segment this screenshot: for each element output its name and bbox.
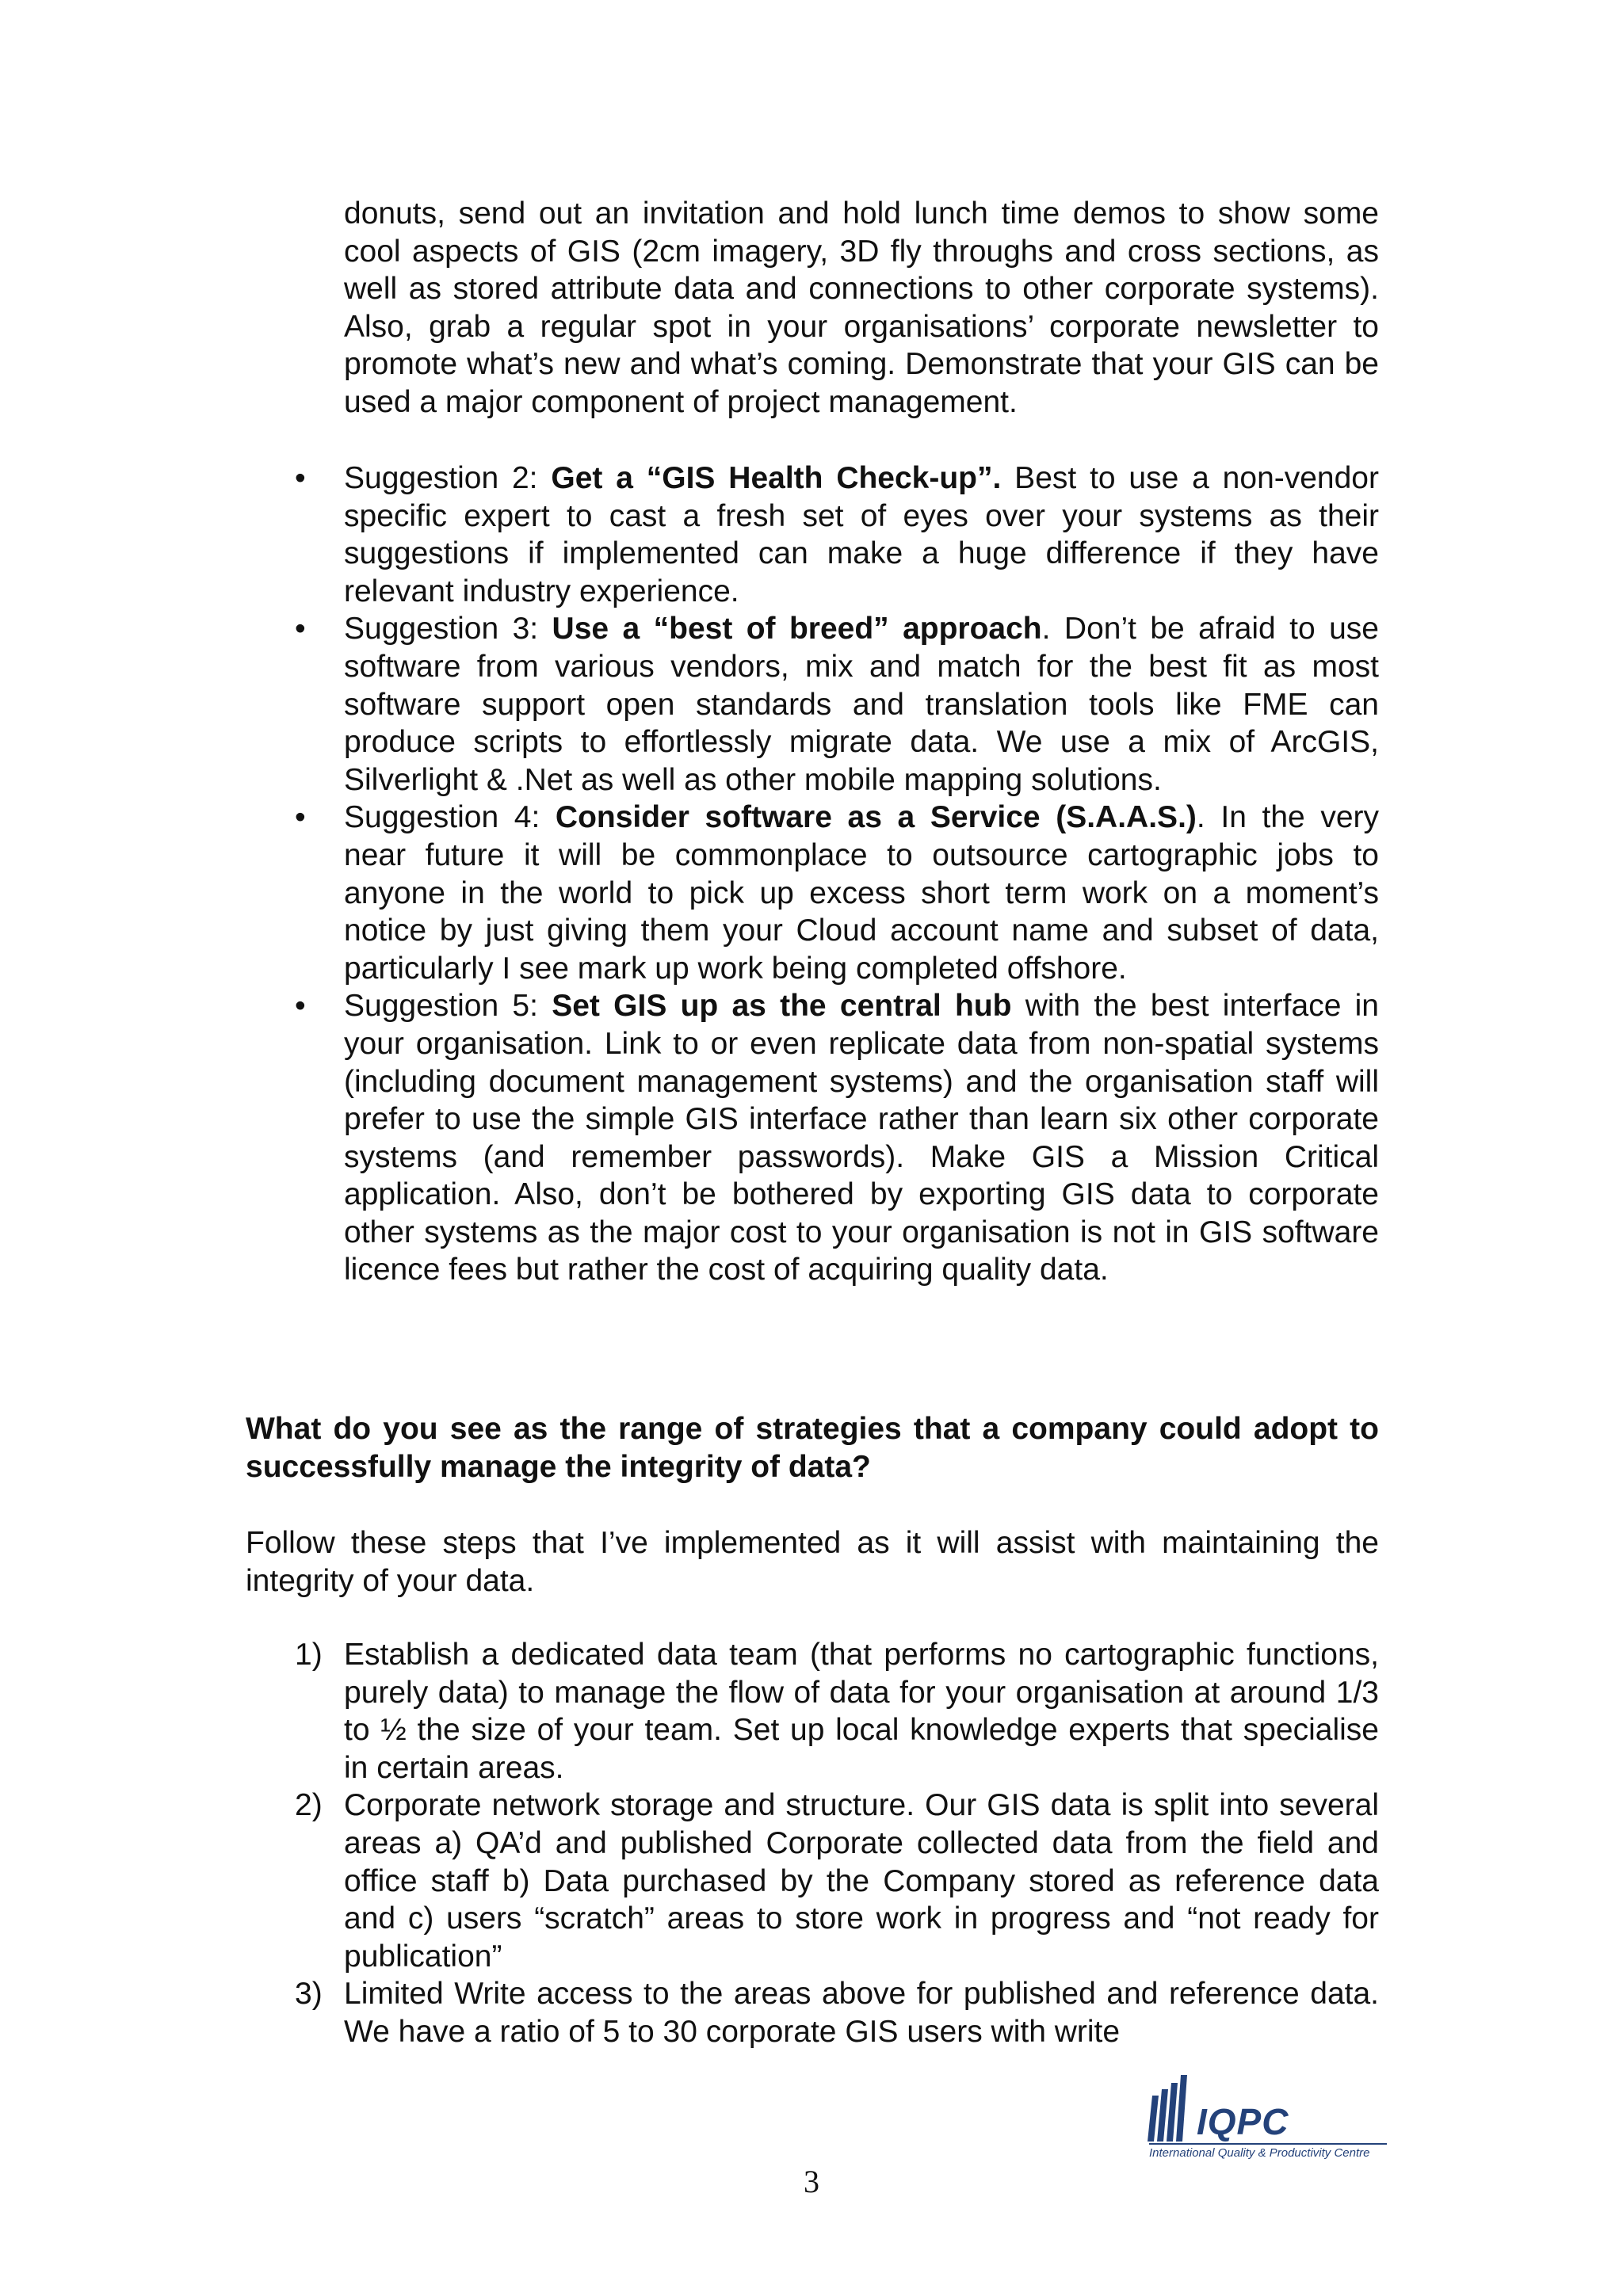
bullet-marker: •	[295, 989, 306, 1024]
continued-paragraph: donuts, send out an invitation and hold lunch time demos to show some cool aspects of GIS (2cm imagery, 3D fly throughs and cross sections, as well as stored attribute data and connections to other corporate systems). Also, grab a regular spot in your organisations’ corporate newsletter to promote what’s new and what’s coming. Demonstrate that your GIS can be used a major component of project management.	[344, 196, 1379, 419]
step-text: Corporate network storage and structure. Our GIS data is split into several areas a) QA’d and published Corporate collected data from the field and office staff b) Data purchased by the Company stored as reference data and c) users “scratch” areas to store work in progress and “not ready for publication”	[344, 1788, 1379, 1974]
suggestion-prefix: Suggestion 4:	[344, 800, 556, 835]
list-item	[295, 1787, 1379, 1975]
suggestion-title: Consider software as a Service (S.A.A.S.)	[555, 800, 1197, 835]
section-question-heading: What do you see as the range of strategies that a company could adopt to successfully manage the integrity of data?	[246, 1412, 1379, 1484]
list-item	[295, 1975, 1379, 2050]
iqpc-logo	[1141, 2072, 1395, 2167]
list-item	[295, 799, 1379, 987]
list-item	[295, 1636, 1379, 1787]
bullet-marker: •	[295, 612, 306, 646]
bullet-marker: •	[295, 800, 306, 835]
page-number: 3	[804, 2164, 819, 2199]
suggestion-title: Set GIS up as the central hub	[552, 989, 1012, 1024]
suggestion-title: Get a “GIS Health Check-up”.	[551, 461, 1002, 495]
suggestion-prefix: Suggestion 5:	[344, 989, 552, 1024]
step-number: 1)	[295, 1638, 323, 1672]
logo-wordmark: IQPC	[1197, 2101, 1289, 2142]
list-item	[295, 987, 1379, 1289]
suggestion-list	[295, 460, 1379, 1289]
steps-list	[295, 1636, 1379, 2051]
suggestion-title: Use a “best of breed” approach	[552, 612, 1042, 646]
logo-tagline: International Quality & Productivity Centre	[1149, 2146, 1370, 2160]
step-text: Limited Write access to the areas above for published and reference data. We have a ratio of 5 to 30 corporate GIS users with write	[344, 1977, 1379, 2049]
list-item	[295, 610, 1379, 799]
step-text: Establish a dedicated data team (that performs no cartographic functions, purely data) to manage the flow of data for your organisation at around 1/3 to ½ the size of your team. Set up local knowledge experts that specialise in certain areas.	[344, 1638, 1379, 1785]
intro-paragraph: Follow these steps that I’ve implemented as it will assist with maintaining the integrity of your data.	[246, 1526, 1379, 1598]
bullet-marker: •	[295, 461, 306, 495]
logo-divider	[1149, 2143, 1387, 2145]
suggestion-body: with the best interface in your organisation. Link to or even replicate data from non-spatial systems (including document management systems) and the organisation staff will prefer to use the simple GIS interface rather than learn six other corporate systems (and remember passwords). Make GIS a Mission Critical application. Also, don’t be bothered by exporting GIS data to corporate other systems as the major cost to your organisation is not in GIS software licence fees but rather the cost of acquiring quality data.	[344, 989, 1379, 1287]
suggestion-body: . Don’t be afraid to use software from various vendors, mix and match for the best fit as most software support open standards and translation tools like FME can produce scripts to effortlessly migrate data. We use a mix of ArcGIS, Silverlight & .Net as well as other mobile mapping solutions.	[344, 612, 1379, 797]
suggestion-prefix: Suggestion 3:	[344, 612, 552, 646]
list-item	[295, 460, 1379, 610]
logo-bars-icon	[1141, 2072, 1197, 2143]
suggestion-prefix: Suggestion 2:	[344, 461, 552, 495]
suggestion-body: . In the very near future it will be commonplace to outsource cartographic jobs to anyone in the world to pick up excess short term work on a moment’s notice by just giving them your Cloud account name and subset of data, particularly I see mark up work being completed offshore.	[344, 800, 1379, 986]
step-number: 3)	[295, 1977, 323, 2012]
step-number: 2)	[295, 1788, 323, 1823]
suggestion-body: Best to use a non-vendor specific expert to cast a fresh set of eyes over your systems as their suggestions if implemented can make a huge difference if they have relevant industry experience.	[344, 461, 1379, 608]
